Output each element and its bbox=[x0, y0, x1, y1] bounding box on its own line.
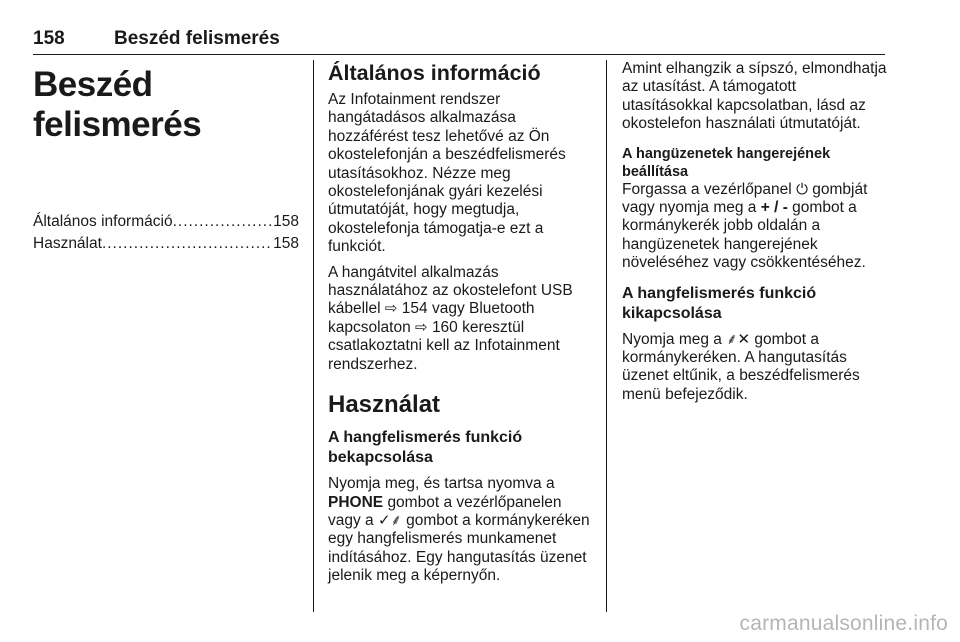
page-reference[interactable]: 160 bbox=[431, 318, 458, 336]
volume-key-label: + / - bbox=[760, 199, 788, 217]
power-knob-icon: ⏻ bbox=[796, 180, 808, 198]
toc-entry-title: Általános információ bbox=[33, 213, 173, 230]
volume-paragraph: Forgassa a vezérlőpanel ⏻ gombját vagy nyomja meg a + / - gombot a kormánykerék jobb oldalán a hangüzenetek hangerejének növeléséhez vagy csökkentéséhez. bbox=[622, 180, 868, 272]
page-reference[interactable]: 154 bbox=[401, 300, 428, 318]
toc-leader bbox=[173, 211, 274, 233]
column-divider bbox=[313, 60, 314, 612]
toc-entry-page: 158 bbox=[273, 235, 299, 252]
activate-paragraph: Nyomja meg, és tartsa nyomva a PHONE gombot a vezérlőpanelen vagy a ✓⸙ gombot a kormánykeréken egy hangfelismerés munkamenet indításához. Egy hangutasítás üzenet jelenik meg a képernyőn. bbox=[328, 475, 590, 585]
toc-leader bbox=[102, 233, 273, 255]
column-1 bbox=[33, 60, 299, 255]
column-divider bbox=[606, 60, 607, 612]
arrow-ref-icon: ⇨ bbox=[415, 318, 428, 336]
section-heading-usage: Használat bbox=[328, 391, 441, 419]
subheading-volume: A hangüzenetek hangerejének beállítása bbox=[622, 145, 831, 180]
table-of-contents bbox=[33, 211, 299, 255]
toc-entry-page: 158 bbox=[273, 213, 299, 230]
general-paragraph-2: A hangátvitel alkalmazás használatához az okostelefont USB kábellel ⇨ 154 vagy Bluetooth kapcsolaton ⇨ 160 keresztül csatlakoztatni kell az Infotainment rendszerhez. bbox=[328, 263, 573, 373]
toc-entry[interactable] bbox=[33, 233, 299, 255]
toc-entry-title: Használat bbox=[33, 235, 102, 252]
running-title: Beszéd felismerés bbox=[114, 28, 280, 49]
continue-paragraph: Amint elhangzik a sípszó, elmondhatja az utasítást. A támogatott utasításokkal kapcsolatban, lásd az okostelefon használati útmutatóját. bbox=[622, 60, 887, 133]
page-number: 158 bbox=[33, 28, 65, 49]
chapter-title: Beszéd felismerés bbox=[33, 65, 202, 144]
page-header bbox=[33, 28, 885, 55]
section-heading-general: Általános információ bbox=[328, 61, 541, 85]
arrow-ref-icon: ⇨ bbox=[384, 300, 398, 318]
subheading-activate: A hangfelismerés funkció bekapcsolása bbox=[328, 429, 523, 467]
toc-entry[interactable] bbox=[33, 211, 299, 233]
end-voice-icon: ⸙✕ bbox=[726, 330, 751, 348]
voice-command-icon: ✓⸙ bbox=[377, 511, 402, 529]
subheading-deactivate: A hangfelismerés funkció kikapcsolása bbox=[622, 284, 817, 322]
column-3 bbox=[622, 60, 890, 411]
deactivate-paragraph: Nyomja meg a ⸙✕ gombot a kormánykeréken. A hangutasítás üzenet eltűnik, a beszédfelismerés menü befejeződik. bbox=[622, 330, 860, 403]
column-2 bbox=[328, 60, 594, 593]
phone-key-label: PHONE bbox=[328, 493, 384, 511]
watermark: carmanualsonline.info bbox=[739, 612, 948, 635]
general-paragraph-1: Az Infotainment rendszer hangátadásos alkalmazása hozzáférést tesz lehetővé az Ön okostelefonján a beszédfelismerés utasításokhoz. Nézze meg okostelefonjának gyári kezelési útmutatóját, hogy megtudja, okostelefonja támogatja-e ezt a funkciót. bbox=[328, 91, 566, 256]
